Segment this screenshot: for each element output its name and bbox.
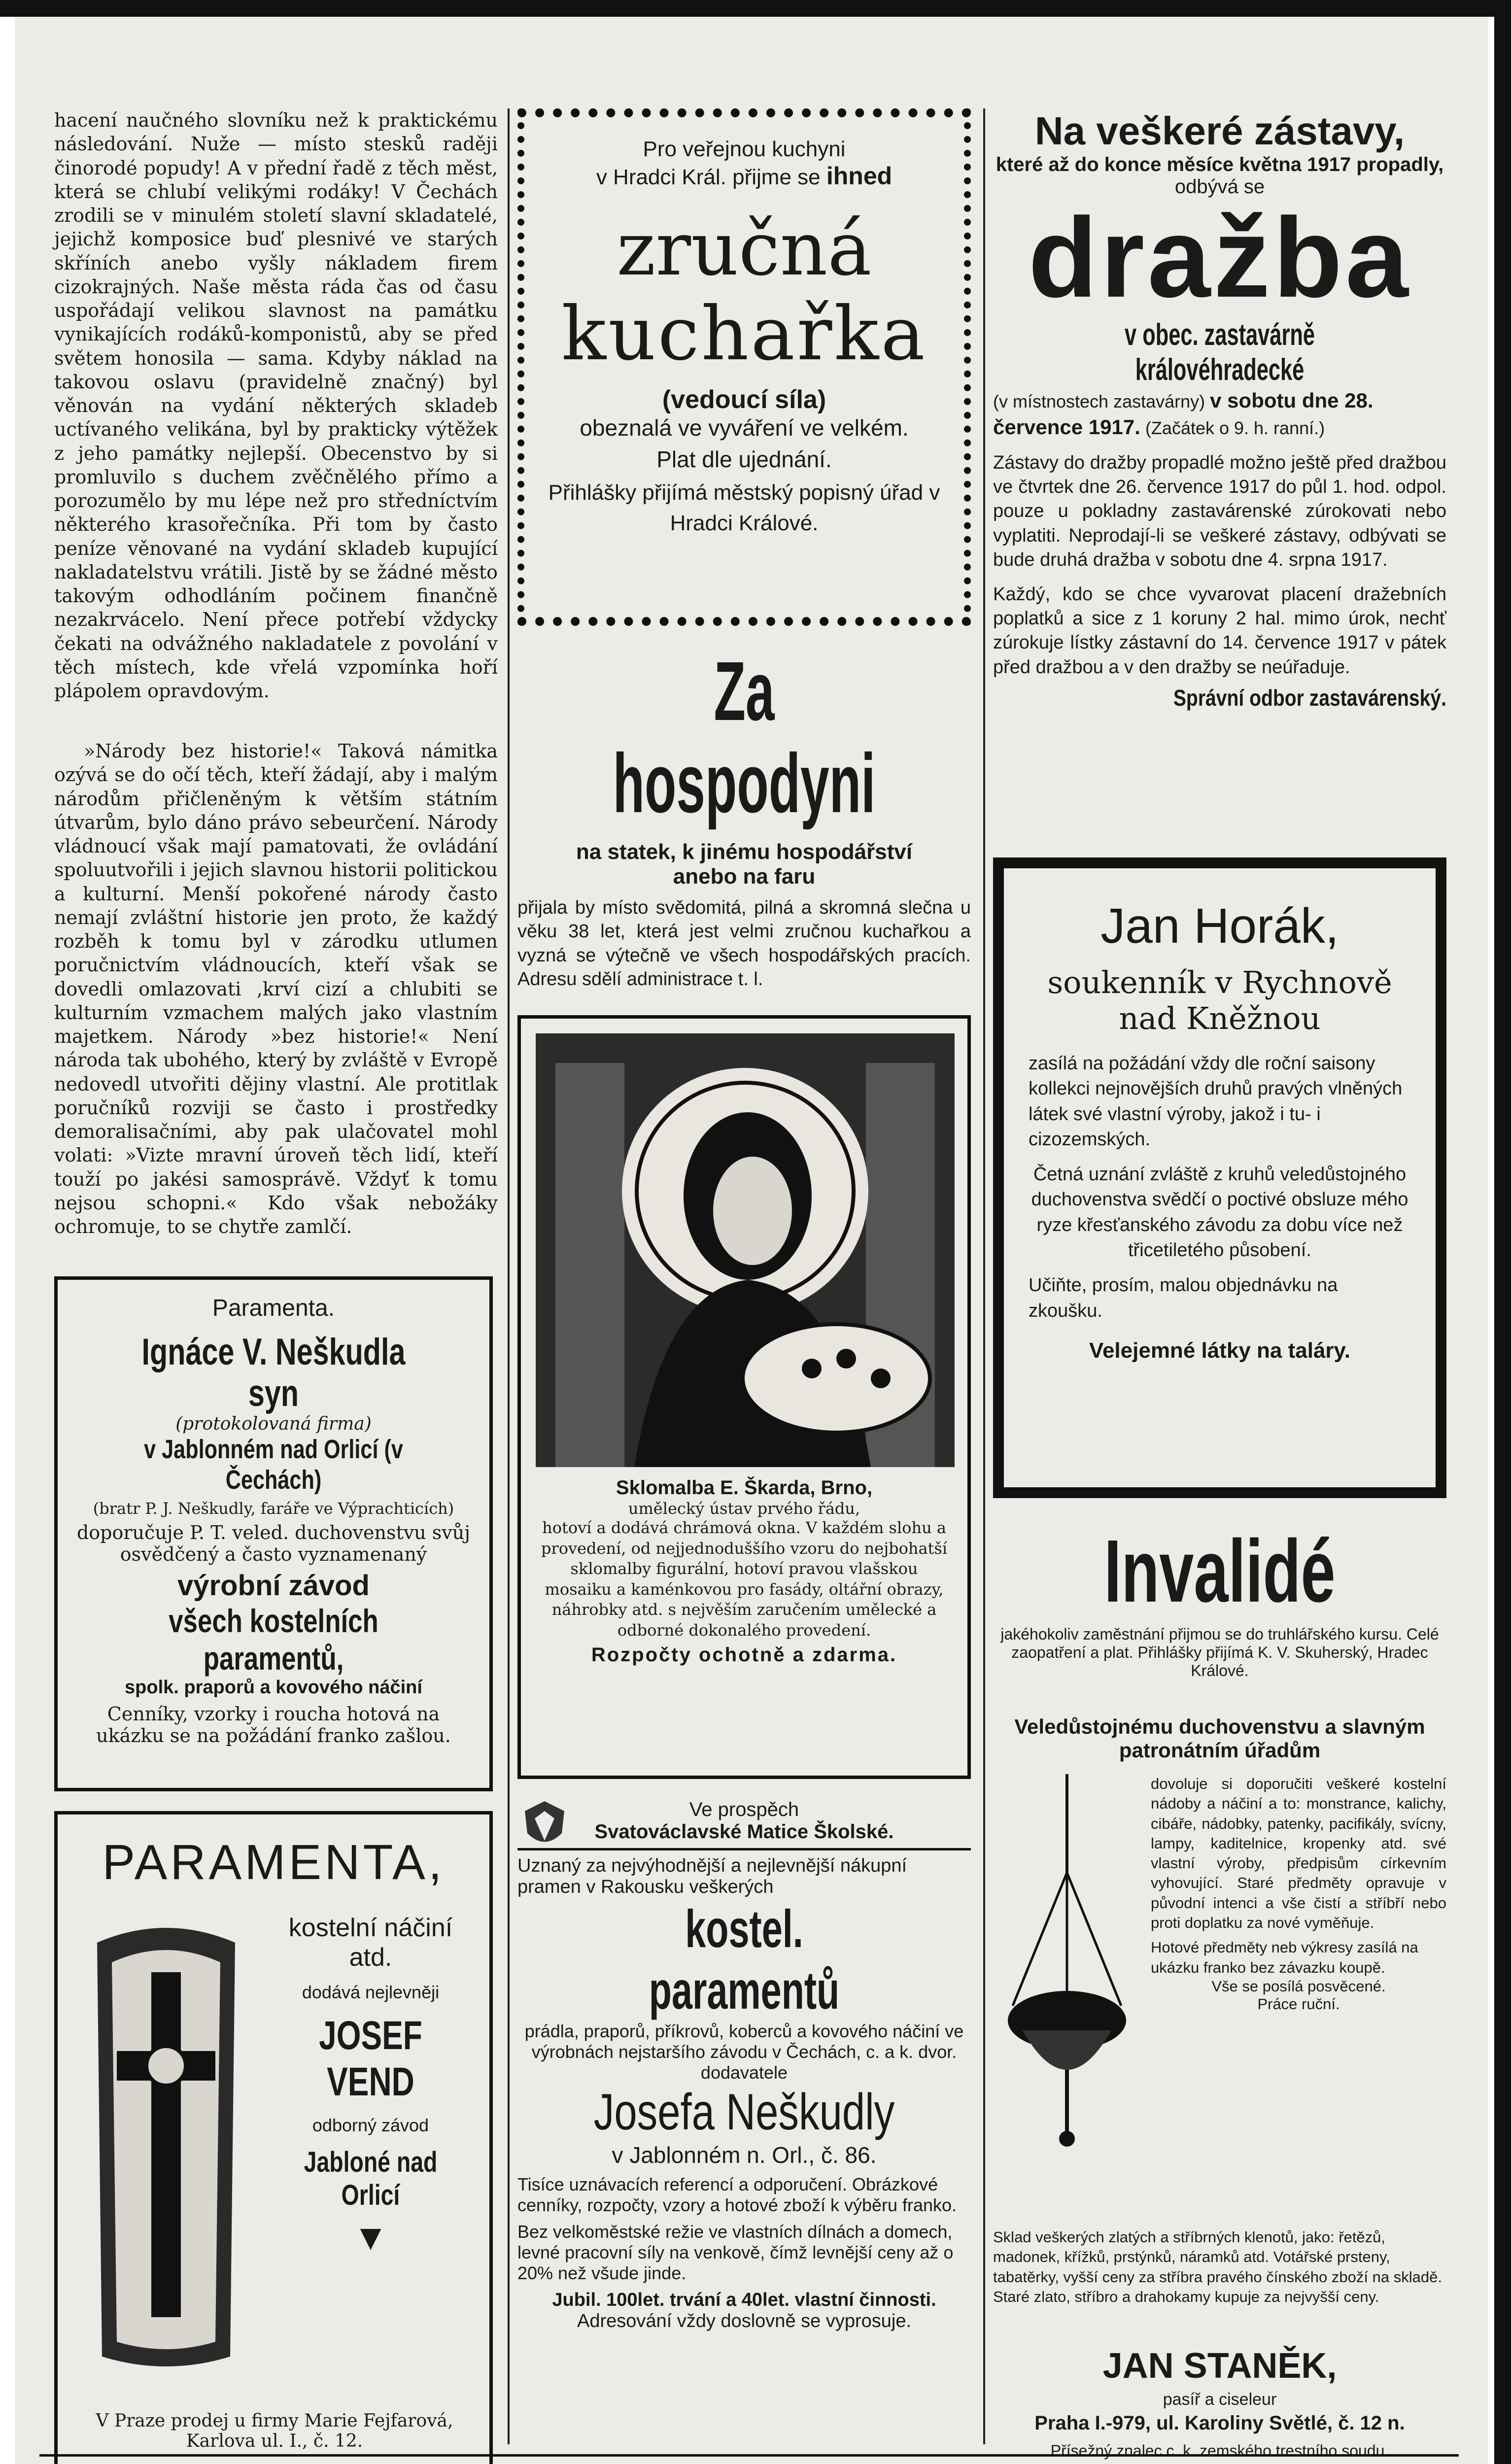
ad-headline: Invalidé: [1104, 1522, 1336, 1621]
ad-immediately: ihned: [826, 162, 893, 190]
ad-housekeeper: [517, 646, 971, 991]
ad-paraments: všech kostelních paramentů,: [169, 1603, 378, 1677]
ad-signature: Správní odbor zastavárenský.: [1173, 685, 1446, 711]
ad-stock: Sklad veškerých zlatých a stříbrných klenotů, jako: řetězů, madonek, křížků, prstýnků, náramků atd. Votářské prsteny, tabatěrky, vyšší ceny za stříbra pravého čínského zboží na skladě. Staré zlato, stříbro a drahokamy kupuje za nejvyšší ceny.: [993, 2228, 1442, 2305]
ad-start-time: (Začátek o 9. h. ranní.): [1145, 418, 1325, 439]
article-paragraph-1: hacení naučného slovníku než k praktickému následování. Nuže — místo stesků raději činorodé popudy! A v přední řadě z těch měst, která se chlubí velikými rodáky! V Čechách zrodili se v minulém století slavní skladatelé, jejichž komposice buď plesnivé ve starých skříních anebo vyšly nákladem firem cizokrajných. Naše města ráda čas od času uspořádají velikou slavnost na památku vynikajících rodáků-komponistů, aby se před světem honosila — sama. Kdyby náklad na takovou oslavu (pravidelně značný) byl věnován na vydání některých skladeb uctívaného velikána, byl by prakticky výtěžek z jeho památky nejlepší. Obecenstvo by si promluvilo s duchem zvěčnělého přímo a porozumělo by mu lépe než pro středníctvím některého krasořečníka. Při tom by často peníze věnované na vydání skladeb kupující nakladatelstvu vrátili. Jistě by se žádné město takovým odhodláním počinem finančně nezakrvácelo. Není přece potřebí vždycky čekati na odvážného nakladatele z povolání v těch místech, kde vřelá vzpomínka hoří plápolem opravdovým.: [54, 109, 498, 702]
ad-headline: Za hospodyni: [613, 645, 876, 830]
ad-jan-stanek: [993, 1715, 1446, 2460]
ad-expert: Přísežný znalec c. k. zemského trestního soudu.: [1050, 2442, 1389, 2460]
ad-specialist: odborný závod: [312, 2115, 429, 2135]
ad-address: v Jablonném n. Orl., č. 86.: [612, 2142, 877, 2168]
ad-body: hotoví a dodává chrámová okna. V každém slohu a provedení, od nejjednoduššího vzoru do nejbohatší sklomalby figurální, hotoví pravou vlašskou mosaiku a kaménkovou pro fasády, oltářní obrazy, náhrobky atd. s nejvěším zaručením umělecké a odborné dokonalého provedení.: [541, 1518, 948, 1640]
ad-brother-note: (bratr P. J. Neškudly, faráře ve Výprachticích): [93, 1499, 454, 1518]
ad-blessed: Vše se posílá posvěcené.: [1211, 1977, 1386, 1995]
ad-pawnshop: v obec. zastavárně královéhradecké: [1125, 317, 1315, 387]
ad-body-3: Učiňte, prosím, malou objednávku na zkoušku.: [1029, 1275, 1338, 1321]
ad-headline: Na veškeré zástavy,: [1034, 109, 1405, 153]
ad-banners: spolk. praporů a kovového náčiní: [125, 1677, 422, 1698]
ad-held: odbývá se: [1174, 176, 1265, 198]
ad-owner: JAN STANĚK,: [1102, 2346, 1337, 2386]
ad-tagline: Velejemné látky na taláry.: [1089, 1338, 1350, 1363]
ad-address: Praha I.-979, ul. Karoliny Světlé, č. 12 n.: [1034, 2412, 1405, 2434]
ad-prague-sales: V Praze prodej u firmy Marie Fejfarová, Karlova ul. I., č. 12.: [96, 2411, 453, 2451]
ad-headline-cook: kuchařka: [561, 291, 927, 377]
ad-paramenta-neskudla: [54, 1276, 493, 1791]
ad-company-name: Ignáce V. Neškudla syn: [141, 1331, 406, 1414]
ad-title: Paramenta.: [212, 1295, 335, 1321]
ad-cook-wanted: [517, 108, 971, 626]
ad-owner-name: JOSEF VEND: [319, 2013, 422, 2104]
ad-stained-glass: [517, 1015, 971, 1779]
ad-headline: Veledůstojnému duchovenstvu a slavným patronátním úřadům: [1014, 1715, 1425, 1762]
ad-location: v Jablonném nad Orlicí (v Čechách): [144, 1435, 403, 1495]
ad-supplies: dodává nejlevněji: [302, 1982, 440, 2002]
ad-recommendation: doporučuje P. T. veled. duchovenstvu svůj osvědčený a často vyznamenaný: [76, 1522, 471, 1566]
ad-firm-note: (protokolovaná firma): [175, 1414, 372, 1435]
ad-expired: které až do konce měsíce května 1917 propadly,: [996, 154, 1444, 175]
ad-body-2: Hotové předměty neb výkresy zasílá na ukázku franko bez závazku koupě.: [1151, 1939, 1418, 1976]
ad-body: přijala by místo svědomitá, pilná a skromná slečna u věku 38 let, která jest velmi zručnou kuchařkou a vyzná se výtečně ve všech hospodářských pracích. Adresu sdělí administrace t. l.: [517, 897, 971, 990]
ad-line-2: Svatováclavské Matice Školské.: [594, 1821, 894, 1843]
ad-paramenta-vend: [54, 1811, 493, 2464]
ad-town: Jabloné nad Orlicí: [304, 2146, 438, 2211]
ad-references: Tisíce uznávacích referencí a odporučení. Obrázkové cenníky, rozpočty, vzory a hotové zboží k výběru franko.: [517, 2174, 957, 2215]
ad-company-name: Josefa Neškudly: [593, 2084, 895, 2141]
ad-auction: [993, 108, 1446, 711]
ad-farm-line: na statek, k jinému hospodářství: [576, 840, 913, 864]
ad-intro: Uznaný za nejvýhodnější a nejlevnější nákupní pramen v Rakousku veškerých: [517, 1855, 907, 1897]
ad-trade: soukenník v Rychnově: [1047, 964, 1392, 1000]
ad-etc: atd.: [349, 1943, 392, 1972]
ad-body-2: Každý, kdo se chce vyvarovat placení dražebních poplatků a sice z 1 koruny 2 hal. mimo úrok, nechť zúrokuje lístky zástavní do 14. července 1917 v pátek před dražbou a v den dražby se neúřaduje.: [993, 583, 1446, 678]
ad-body: jakéhokoliv zaměstnání přijmou se do truhlářského kursu. Celé zaopatření a plat. Přihlášky přijímá K. V. Skuherský, Hradec Králové.: [1000, 1625, 1439, 1679]
ad-prices: Bez velkoměstské režie ve vlastních dílnách a domech, levné pracovní síly na venkově, čímž levnější ceny až o 20% než všude jinde.: [517, 2222, 954, 2283]
ad-applications: Přihlášky přijímá městský popisný úřad v Hradci Králové.: [548, 480, 940, 535]
ad-parish-line: anebo na faru: [673, 864, 816, 889]
ad-firm: Sklomalba E. Škarda, Brno,: [616, 1477, 873, 1499]
ad-body-1: dovoluje si doporučiti veškeré kostelní nádoby a náčiní a to: monstrance, kalichy, cibáře, nádobky, patenky, pacifikály, svícny, lampy, kaditelnice, kropenky atd. své vlastní výroby, předpisům církevním vyhovující. Staré předměty opravuje v původní intenci a vše čistí a stříbří nebo proti doplatku za nové vyměňuje.: [1151, 1775, 1446, 1932]
cross-chasuble-illustration: [82, 1913, 250, 2376]
column-rule-1: [508, 108, 510, 2444]
ad-town: nad Kněžnou: [1119, 1000, 1321, 1036]
ad-products: prádla, praporů, příkrovů, koberců a kovového náčiní ve výrobnách nejstaršího závodu v Čechách, c. a k. dvor. dodavatele: [524, 2021, 964, 2083]
ad-body-1: Zástavy do dražby propadlé možno ještě před dražbou ve čtvrtek dne 26. července 1917 do půl 1. hod. odpol. pouze u pokladny zastavárenské zúrokovati nebo vyplatiti. Neprodají-li se veškeré zástavy, odbývati se bude druhá dražba v sobotu dne 4. srpna 1917.: [993, 452, 1446, 571]
church-lamp-illustration: [993, 1774, 1141, 2149]
ad-line-1: Ve prospěch: [689, 1799, 799, 1820]
ad-handmade: Práce ruční.: [1257, 1995, 1340, 2013]
ad-experience: obeznalá ve vyváření ve velkém.: [580, 415, 909, 441]
triangle-icon: ▼: [360, 2222, 381, 2254]
imprint-footer: [39, 2454, 1459, 2464]
ad-salary: Plat dle ujednání.: [656, 446, 832, 472]
ad-leading: (vedoucí síla): [662, 385, 826, 414]
article-paragraph-2: »Národy bez historie!« Taková námitka ozývá se do očí těch, kteří žádají, aby i malým národům přičleněným k větším státním útvarům, bylo dáno právo sebeurčení. Národy vládnoucí však mají pamatovati, že ovládání spoluutvořili i jejich slavnou historii politickou a kulturní. Menší pokořené národy často nemají zvláštní historie jen proto, že každý rozběh k tomu byl v zárodku utlumen poručnictvím vládnoucích, kteří však se dovedli omlazovati ,krví cizí a chlubiti se kulturním vzmachem malých jako vlastním majetkem. Národy »bez historie!« Není národa tak ubohého, který by zvláště v Evropě nedovedl utvořiti dějiny vlastní. Ale protitlak poručníků rozviji se často i prostředky demoralisačními, aby pak ulačovatel mohl volati: »Vizte mravní úroveň těch lidí, kteří touží po jakési samosprávě. Vždyť k tomu nejsou schopni.« Kdo však nebožáky ochromuje, to se chytře zamlčí.: [54, 740, 498, 1237]
ad-subtitle: kostelní náčiní: [288, 1914, 453, 1942]
ad-jubilee: Jubil. 100let. trvání a 40let. vlastní činnosti.: [552, 2290, 936, 2310]
ad-address-note: Adresování vždy doslovně se vyprosuje.: [577, 2311, 912, 2331]
ad-trade: pasíř a ciseleur: [1163, 2390, 1277, 2409]
ad-title: PARAMENTA,: [102, 1835, 445, 1890]
ad-jan-horak: [993, 857, 1446, 1498]
ad-kostel-paraments: [517, 1799, 971, 2332]
artist-illustration: [536, 1033, 955, 1467]
ad-line-2: v Hradci Král. přijme se: [596, 165, 821, 189]
ad-auction-word: dražba: [1028, 194, 1411, 321]
ad-body-2: Četná uznání zvláště z kruhů veledůstojného duchovenstva svědčí o poctivé obsluze mého ryze křesťanského závodu za dobu více než třicetiletého působení.: [1031, 1164, 1408, 1261]
scan-border-top: [0, 0, 1511, 17]
ad-invalids: [993, 1523, 1446, 1680]
ad-body-1: zasílá na požádání vždy dle roční saisony kollekci nejnovějších druhů pravých vlněných látek své vlastní výroby, jakož i tu- i cizozemských.: [1029, 1053, 1403, 1150]
scan-border-right: [1494, 0, 1511, 2464]
ad-premises: (v místnostech zastavárny): [993, 391, 1205, 411]
ad-line-1: Pro veřejnou kuchyni: [643, 137, 846, 161]
column-rule-2: [983, 108, 985, 2444]
ad-date: v sobotu dne 28. července 1917.: [993, 388, 1374, 439]
ad-samples: Cenníky, vzorky i roucha hotová na ukázku se na požádání franko zašlou.: [96, 1703, 451, 1747]
ad-institute: umělecký ústav prvého řádu,: [628, 1499, 860, 1518]
ad-estimates: Rozpočty ochotně a zdarma.: [591, 1643, 897, 1666]
ad-workshop: výrobní závod: [177, 1570, 370, 1602]
ad-headline: kostel. paramentů: [649, 1899, 840, 2020]
ad-headline-skilled: zručná: [617, 206, 872, 292]
ad-name: Jan Horák,: [1100, 898, 1339, 954]
coat-of-arms-icon: [517, 1799, 572, 1853]
